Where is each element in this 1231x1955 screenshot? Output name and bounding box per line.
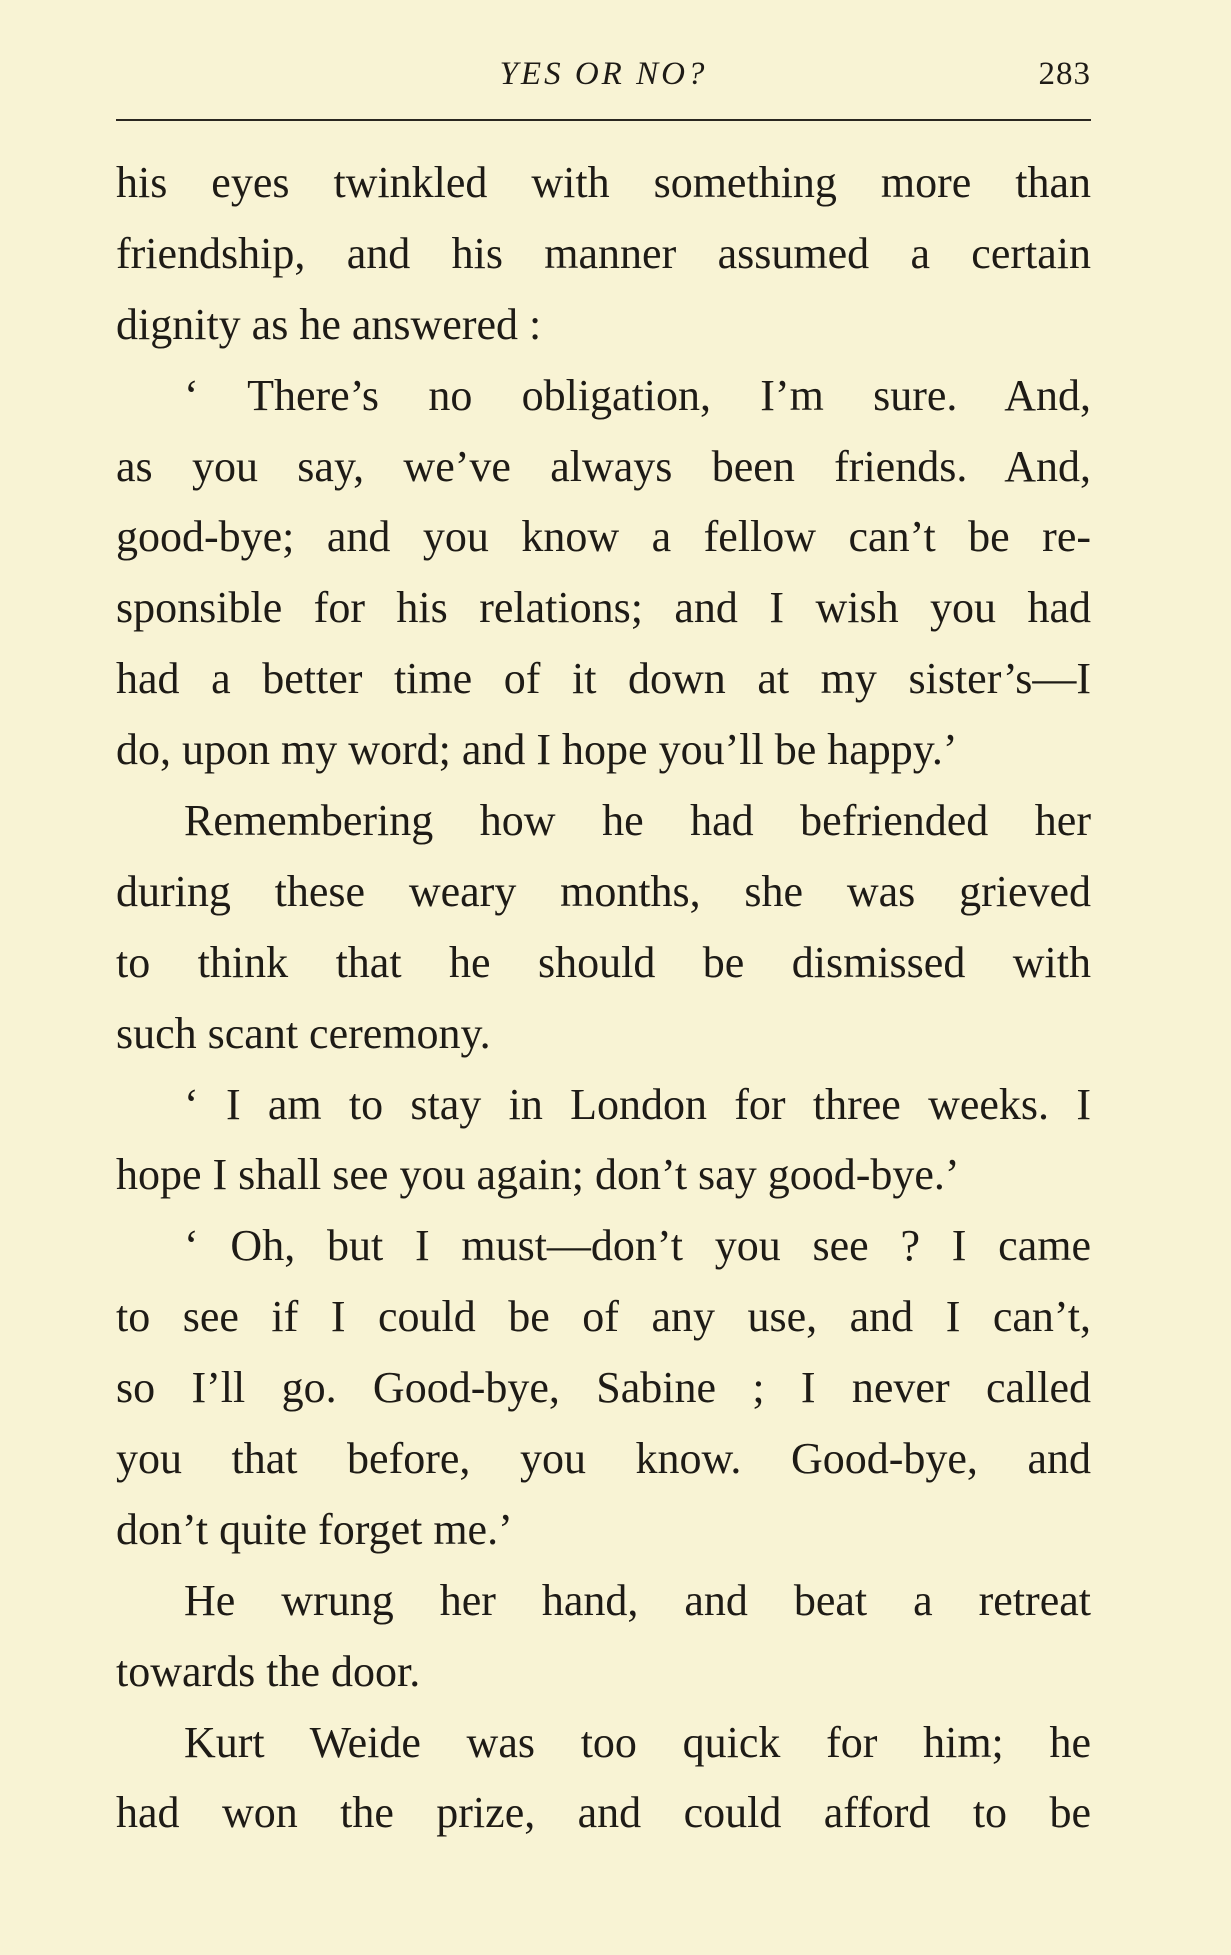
text-line: Kurt Weide was too quick for him; he bbox=[184, 1717, 1091, 1767]
running-head bbox=[116, 48, 1091, 100]
text-line: friendship, and his manner assumed a certain bbox=[116, 228, 1091, 278]
running-title: YES OR NO? bbox=[499, 56, 708, 92]
text-line: don’t quite forget me.’ bbox=[116, 1504, 513, 1554]
text-line: you that before, you know. Good-bye, and bbox=[116, 1434, 1091, 1484]
text-line: as you say, we’ve always been friends. And, bbox=[116, 441, 1091, 491]
text-line: He wrung her hand, and beat a retreat bbox=[184, 1575, 1091, 1625]
text-line: do, upon my word; and I hope you’ll be happy.’ bbox=[116, 725, 958, 775]
text-line: good-bye; and you know a fellow can’t be re- bbox=[116, 512, 1091, 562]
text-line: so I’ll go. Good-bye, Sabine ; I never called bbox=[116, 1363, 1091, 1413]
text-line: had a better time of it down at my sister’s—I bbox=[116, 654, 1091, 704]
body-text bbox=[116, 148, 1091, 1849]
text-line: such scant ceremony. bbox=[116, 1008, 491, 1058]
header-rule bbox=[116, 119, 1091, 121]
text-line: his eyes twinkled with something more than bbox=[116, 158, 1091, 207]
text-line: ‘ There’s no obligation, I’m sure. And, bbox=[184, 370, 1091, 420]
text-line: hope I shall see you again; don’t say good-bye.’ bbox=[116, 1150, 960, 1200]
text-line: to think that he should be dismissed with bbox=[116, 937, 1091, 987]
page-number: 283 bbox=[1038, 56, 1091, 92]
text-line: ‘ I am to stay in London for three weeks. I bbox=[184, 1079, 1091, 1129]
text-line: ‘ Oh, but I must—don’t you see ? I came bbox=[184, 1221, 1091, 1271]
text-line: sponsible for his relations; and I wish you had bbox=[116, 583, 1091, 633]
text-line: had won the prize, and could afford to be bbox=[116, 1788, 1091, 1838]
text-line: during these weary months, she was grieved bbox=[116, 866, 1091, 916]
text-line: dignity as he answered : bbox=[116, 299, 542, 349]
text-line: Remembering how he had befriended her bbox=[184, 796, 1091, 846]
text-line: towards the door. bbox=[116, 1646, 421, 1696]
text-line: to see if I could be of any use, and I can’t, bbox=[116, 1292, 1091, 1342]
